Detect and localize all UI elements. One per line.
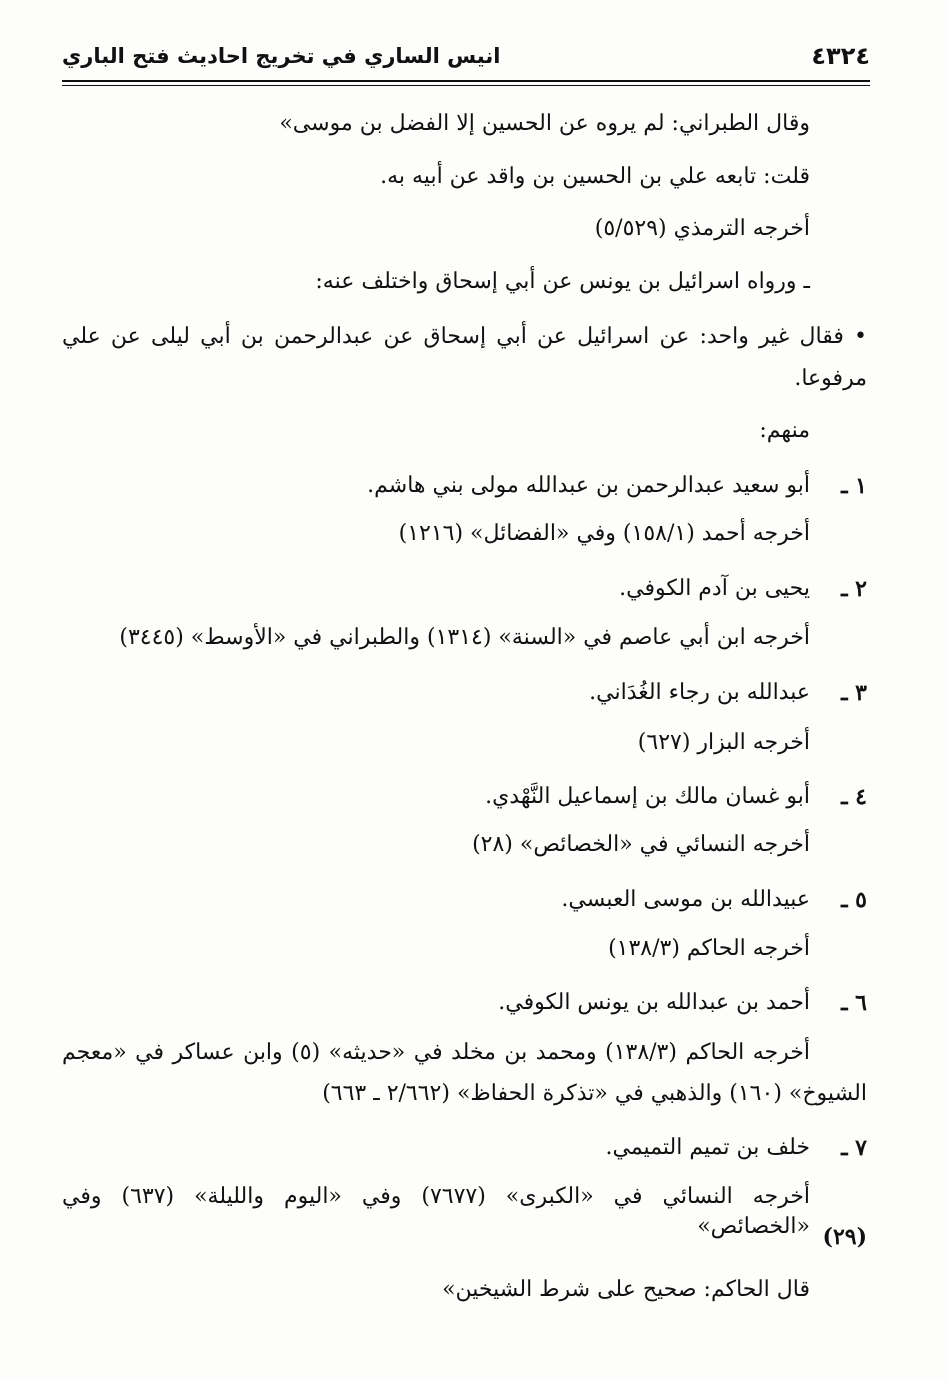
text-line: ـ ورواه اسرائيل بن يونس عن أبي إسحاق واختلف عنه: bbox=[315, 269, 810, 294]
narrator-name: عبدالله بن رجاء الغُدَاني. bbox=[589, 680, 810, 705]
header-rule-thin bbox=[62, 85, 870, 86]
narrator-name: عبيدالله بن موسى العبسي. bbox=[561, 887, 810, 912]
text-line: منهم: bbox=[759, 418, 810, 443]
running-title: انيس الساري في تخريج احاديث فتح الباري bbox=[62, 44, 501, 68]
text-line: قلت: تابعه علي بن الحسين بن واقد عن أبيه به. bbox=[380, 164, 810, 189]
narrator-name: أحمد بن عبدالله بن يونس الكوفي. bbox=[498, 990, 810, 1015]
page-number: ٤٣٢٤ bbox=[811, 42, 870, 70]
narrator-reference: أخرجه أحمد (١٥٨/١) وفي «الفضائل» (١٢١٦) bbox=[398, 521, 810, 546]
page-header bbox=[62, 38, 870, 78]
narrator-number: ٧ ـ bbox=[841, 1135, 867, 1161]
narrator-name: أبو سعيد عبدالرحمن بن عبدالله مولى بني هاشم. bbox=[367, 473, 810, 498]
text-line: أخرجه الترمذي (٥/٥٢٩) bbox=[594, 216, 810, 241]
narrator-reference: أخرجه البزار (٦٢٧) bbox=[637, 730, 810, 755]
narrator-name: خلف بن تميم التميمي. bbox=[605, 1135, 810, 1160]
narrator-number: ٤ ـ bbox=[841, 784, 867, 810]
narrator-reference: الشيوخ» (١٦٠) والذهبي في «تذكرة الحفاظ» (٢/٦٦٢ ـ ٦٦٣) bbox=[322, 1081, 867, 1106]
narrator-number: ٥ ـ bbox=[841, 887, 867, 913]
narrator-name: يحيى بن آدم الكوفي. bbox=[619, 576, 810, 601]
narrator-reference: أخرجه الحاكم (١٣٨/٣) bbox=[608, 936, 810, 961]
narrator-reference: أخرجه النسائي في «الكبرى» (٧٦٧٧) وفي «اليوم والليلة» (٦٣٧) وفي «الخصائص» bbox=[62, 1184, 811, 1239]
narrator-number: ٢ ـ bbox=[841, 576, 867, 602]
text-line: مرفوعا. bbox=[794, 366, 867, 391]
narrator-reference: أخرجه ابن أبي عاصم في «السنة» (١٣١٤) والطبراني في «الأوسط» (٣٤٤٥) bbox=[119, 625, 810, 650]
narrator-number: ١ ـ bbox=[841, 473, 867, 499]
closing-statement: قال الحاكم: صحيح على شرط الشيخين» bbox=[442, 1277, 810, 1302]
text-line: • فقال غير واحد: عن اسرائيل عن أبي إسحاق عن عبدالرحمن بن أبي ليلى عن علي bbox=[62, 324, 867, 349]
narrator-reference: أخرجه النسائي في «الخصائص» (٢٨) bbox=[472, 832, 810, 857]
narrator-reference: (٢٩) bbox=[822, 1224, 867, 1250]
narrator-number: ٦ ـ bbox=[841, 990, 867, 1016]
text-line: وقال الطبراني: لم يروه عن الحسين إلا الفضل بن موسى» bbox=[279, 111, 810, 136]
header-rule-thick bbox=[62, 80, 870, 82]
narrator-reference: أخرجه الحاكم (١٣٨/٣) ومحمد بن مخلد في «حديثه» (٥) وابن عساكر في «معجم bbox=[62, 1040, 811, 1065]
narrator-name: أبو غسان مالك بن إسماعيل النَّهْدي. bbox=[485, 784, 810, 809]
narrator-number: ٣ ـ bbox=[841, 680, 867, 706]
